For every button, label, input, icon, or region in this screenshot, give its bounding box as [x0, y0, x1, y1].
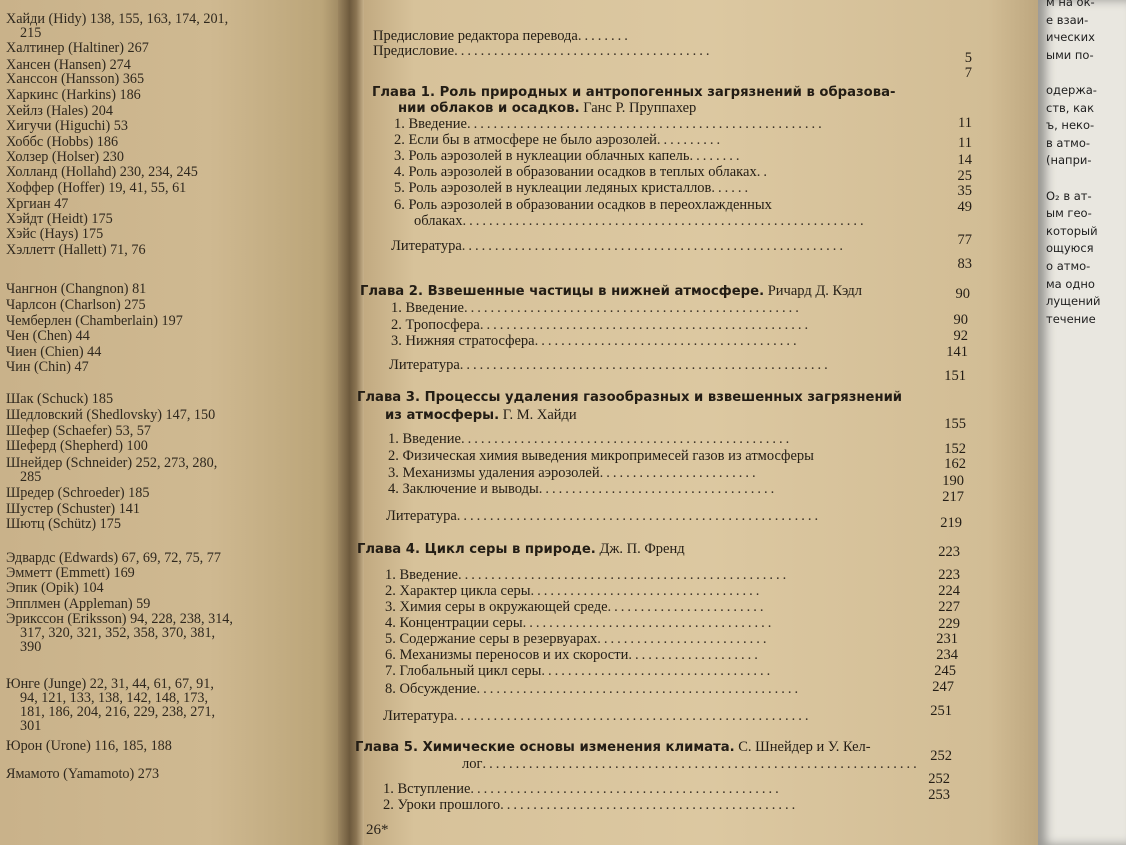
toc-page-number: 190 — [942, 473, 964, 489]
toc-leader-dots: .. — [756, 165, 770, 180]
index-entry: Чен (Chen) 44 — [6, 328, 90, 344]
index-entry: Харкинс (Harkins) 186 — [6, 87, 141, 103]
toc-page-number: 83 — [957, 256, 972, 272]
index-entry: Шнейдер (Schneider) 252, 273, 280, 285 — [6, 455, 218, 485]
index-entry: Шютц (Schütz) 175 — [6, 516, 121, 532]
toc-chapter-author: Ганс Р. Пруппахер — [579, 101, 697, 116]
toc-entry: Литература........................................................ — [389, 358, 831, 373]
index-entry: Чангнон (Changnon) 81 — [6, 281, 147, 297]
index-entry: Эдвардс (Edwards) 67, 69, 72, 75, 77 — [6, 550, 221, 566]
toc-leader-dots: ........ — [577, 29, 631, 44]
underlying-text-line: ических — [1046, 30, 1095, 45]
toc-page-number: 251 — [930, 703, 952, 719]
toc-page-number: 90 — [955, 286, 970, 302]
page-folio: 26* — [366, 822, 389, 838]
toc-leader-dots: ...................................................... — [466, 117, 825, 132]
toc-leader-dots: ............................................. — [500, 798, 799, 813]
toc-page-number: 152 — [944, 441, 966, 457]
toc-leader-dots: .................... — [628, 648, 761, 663]
index-entry: Хргиан 47 — [6, 196, 69, 212]
index-entry: Юрон (Urone) 116, 185, 188 — [6, 738, 172, 754]
index-entry: Шедловский (Shedlovsky) 147, 150 — [6, 407, 216, 423]
index-entry: Шефер (Schaefer) 53, 57 — [6, 423, 151, 439]
toc-entry: 1. Вступление............................................... — [383, 782, 782, 797]
toc-page-number: 219 — [940, 515, 962, 531]
toc-leader-dots: ................................................. — [476, 682, 802, 697]
toc-leader-dots: .......................... — [597, 632, 770, 647]
toc-entry: 5. Содержание серы в резервуарах.......................... — [385, 632, 770, 647]
underlying-text-line: лущений — [1046, 294, 1101, 309]
toc-page-number: 5 — [964, 50, 972, 66]
underlying-text-line: о атмо- — [1046, 258, 1091, 273]
index-entry: Чин (Chin) 47 — [6, 359, 89, 375]
toc-page-number: 223 — [938, 567, 960, 583]
toc-leader-dots: .................................................. — [457, 568, 790, 583]
toc-leader-dots: ........................................ — [534, 334, 800, 349]
toc-entry: 2. Характер цикла серы................................... — [385, 584, 763, 599]
index-entry: Шустер (Schuster) 141 — [6, 501, 140, 517]
index-entry: Шредер (Schroeder) 185 — [6, 485, 150, 501]
toc-chapter-title: Глава 3. Процессы удаления газообразных и взвешенных загрязнений — [357, 390, 903, 405]
toc-page-number: 35 — [957, 183, 972, 199]
underlying-text-line: ыми по- — [1046, 47, 1094, 62]
toc-entry: Литература...................................................... — [383, 709, 812, 724]
toc-entry: лог.................................................................. — [462, 757, 920, 772]
underlying-text-line: одержа- — [1046, 82, 1097, 97]
book-gutter — [338, 0, 364, 845]
underlying-text-line — [1046, 64, 1126, 82]
toc-chapter-author: Ричард Д. Кэдл — [764, 284, 863, 299]
toc-leader-dots: ........................................................ — [459, 358, 831, 373]
index-entry: Шеферд (Shepherd) 100 — [6, 438, 148, 454]
index-entry: Хэллетт (Hallett) 71, 76 — [6, 242, 146, 258]
index-entry: Юнге (Junge) 22, 31, 44, 61, 67, 91, 94, 121, 133, 138, 142, 148, 173, 181, 186, 204, 216, 229, 238, 271, 301 — [6, 676, 216, 734]
toc-page-number: 224 — [938, 583, 960, 599]
toc-entry: Литература....................................................... — [386, 509, 822, 524]
toc-entry: Литература.......................................................... — [391, 239, 847, 254]
toc-entry: 4. Заключение и выводы.................................... — [388, 482, 778, 497]
toc-chapter-title: Глава 4. Цикл серы в природе. Дж. П. Френд — [357, 542, 685, 557]
toc-entry: 5. Роль аэрозолей в нуклеации ледяных кристаллов...... — [394, 181, 752, 196]
index-entry: Хэйдт (Heidt) 175 — [6, 211, 113, 227]
toc-entry: 4. Концентрации серы...................................... — [385, 616, 775, 631]
toc-entry: облаках............................................................. — [414, 214, 867, 229]
toc-entry: 3. Механизмы удаления аэрозолей........................ — [388, 466, 759, 481]
toc-page-number: 227 — [938, 599, 960, 615]
toc-entry: 1. Введение...................................................... — [394, 117, 825, 132]
underlying-text-line: который — [1046, 223, 1098, 238]
index-entry: Шак (Schuck) 185 — [6, 391, 114, 407]
toc-leader-dots: ....................................................... — [456, 509, 822, 524]
toc-leader-dots: ................................... — [541, 664, 774, 679]
index-entry: Хигучи (Higuchi) 53 — [6, 118, 128, 134]
toc-entry: 6. Механизмы переносов и их скорости.................... — [385, 648, 761, 663]
underlying-text-line — [1046, 170, 1126, 188]
toc-leader-dots: ........................ — [599, 466, 759, 481]
toc-leader-dots: ...... — [711, 181, 752, 196]
toc-page-number: 155 — [944, 416, 966, 432]
toc-page-number: 92 — [953, 328, 968, 344]
toc-page-number: 14 — [957, 152, 972, 168]
toc-leader-dots: .......................................................... — [461, 239, 847, 254]
toc-entry: 3. Химия серы в окружающей среде........................ — [385, 600, 767, 615]
toc-page-number: 11 — [958, 135, 972, 151]
toc-leader-dots: .................................... — [538, 482, 778, 497]
index-entry: Хейлз (Hales) 204 — [6, 103, 113, 119]
underlying-text-line: ым гео- — [1046, 206, 1092, 221]
index-entry: Эмметт (Emmett) 169 — [6, 565, 135, 581]
index-entry: Ямамото (Yamamoto) 273 — [6, 766, 160, 782]
index-entry: Эпик (Opik) 104 — [6, 580, 104, 596]
index-entry: Хоффер (Hoffer) 19, 41, 55, 61 — [6, 180, 187, 196]
toc-chapter-author: С. Шнейдер и У. Кел- — [734, 740, 871, 755]
underlying-text-line: в атмо- — [1046, 135, 1091, 150]
toc-leader-dots: ................................................... — [463, 301, 802, 316]
index-entry: Хайди (Hidy) 138, 155, 163, 174, 201, 215 — [6, 11, 229, 41]
toc-chapter-title: из атмосферы. Г. М. Хайди — [385, 408, 577, 423]
toc-chapter-title: Глава 5. Химические основы изменения климата. С. Шнейдер и У. Кел- — [355, 740, 871, 755]
toc-page-number: 234 — [936, 647, 958, 663]
toc-chapter-author: Дж. П. Френд — [595, 542, 685, 557]
toc-page-number: 217 — [942, 489, 964, 505]
toc-page-number: 11 — [958, 115, 972, 131]
underlying-text-line: течение — [1046, 311, 1096, 326]
index-entry: Хоббс (Hobbs) 186 — [6, 134, 119, 150]
index-entry: Холзер (Holser) 230 — [6, 149, 124, 165]
underlying-text-line: ств, как — [1046, 100, 1095, 115]
toc-entry: 2. Тропосфера.................................................. — [391, 318, 812, 333]
toc-page-number: 141 — [946, 344, 968, 360]
toc-page-number: 162 — [944, 456, 966, 472]
toc-entry: 1. Введение................................................... — [391, 301, 802, 316]
toc-chapter-title: нии облаков и осадков. Ганс Р. Пруппахер — [398, 101, 697, 116]
underlying-text-line: (напри- — [1046, 153, 1092, 168]
toc-leader-dots: .................................................. — [460, 432, 793, 447]
underlying-page-text — [1046, 0, 1126, 328]
toc-chapter-title: Глава 2. Взвешенные частицы в нижней атмосфере. Ричард Д. Кэдл — [360, 284, 863, 299]
toc-entry: 8. Обсуждение................................................. — [385, 682, 802, 697]
toc-leader-dots: ........ — [689, 149, 743, 164]
toc-entry: 1. Введение.................................................. — [385, 568, 790, 583]
index-entry: Чемберлен (Chamberlain) 197 — [6, 313, 183, 329]
underlying-text-line: ма одно — [1046, 276, 1095, 291]
toc-entry: 7. Глобальный цикл серы................................... — [385, 664, 774, 679]
index-entry: Эрикссон (Eriksson) 94, 228, 238, 314, 317, 320, 321, 352, 358, 370, 381, 390 — [6, 611, 233, 655]
toc-page-number: 151 — [944, 368, 966, 384]
index-entry: Хансен (Hansen) 274 — [6, 57, 131, 73]
toc-leader-dots: ....................................... — [454, 44, 713, 59]
index-entry: Холланд (Hollahd) 230, 234, 245 — [6, 164, 198, 180]
toc-page-number: 223 — [938, 544, 960, 560]
toc-page-number: 25 — [957, 168, 972, 184]
toc-entry: 6. Роль аэрозолей в образовании осадков в переохлажденных — [394, 198, 772, 213]
toc-entry: Предисловие....................................... — [373, 44, 713, 59]
toc-leader-dots: ............................................... — [470, 782, 782, 797]
toc-leader-dots: ............................................................. — [462, 214, 867, 229]
toc-page-number: 247 — [932, 679, 954, 695]
index-entry: Ханссон (Hansson) 365 — [6, 71, 145, 87]
toc-chapter-title: Глава 1. Роль природных и антропогенных загрязнений в образова- — [372, 85, 896, 100]
toc-entry: 2. Физическая химия выведения микропримесей газов из атмосферы — [388, 449, 814, 464]
toc-leader-dots: ........................ — [607, 600, 767, 615]
toc-page-number: 252 — [930, 748, 952, 764]
toc-leader-dots: ................................... — [530, 584, 763, 599]
underlying-text-line: ощуюся — [1046, 241, 1094, 256]
index-entry: Хэйс (Hays) 175 — [6, 226, 104, 242]
toc-entry: 2. Уроки прошлого............................................. — [383, 798, 799, 813]
toc-leader-dots: ...................................... — [522, 616, 775, 631]
toc-page-number: 253 — [928, 787, 950, 803]
toc-entry: Предисловие редактора перевода........ — [373, 29, 631, 44]
toc-page-number: 7 — [964, 65, 972, 81]
toc-entry: 4. Роль аэрозолей в образовании осадков в теплых облаках.. — [394, 165, 770, 180]
toc-leader-dots: ...................................................... — [453, 709, 812, 724]
underlying-text-line: О₂ в ат- — [1046, 188, 1092, 203]
toc-leader-dots: .................................................................. — [482, 757, 920, 772]
toc-chapter-author: Г. М. Хайди — [499, 408, 577, 423]
underlying-text-line: е взаи- — [1046, 12, 1089, 27]
underlying-text-line: ъ, неко- — [1046, 118, 1095, 133]
toc-entry: 3. Роль аэрозолей в нуклеации облачных капель........ — [394, 149, 743, 164]
index-entry: Халтинер (Haltiner) 267 — [6, 40, 149, 56]
toc-page-number: 229 — [938, 616, 960, 632]
index-entry: Эпплмен (Appleman) 59 — [6, 596, 151, 612]
toc-leader-dots: .................................................. — [479, 318, 812, 333]
toc-page-number: 49 — [957, 199, 972, 215]
toc-page-number: 231 — [936, 631, 958, 647]
toc-leader-dots: .......... — [656, 133, 724, 148]
toc-entry: 2. Если бы в атмосфере не было аэрозолей.......... — [394, 133, 724, 148]
index-entry: Чиен (Chien) 44 — [6, 344, 102, 360]
toc-page-number: 77 — [957, 232, 972, 248]
toc-page-number: 245 — [934, 663, 956, 679]
underlying-text-line: м на ок- — [1046, 0, 1095, 9]
toc-page-number: 252 — [928, 771, 950, 787]
toc-entry: 3. Нижняя стратосфера........................................ — [391, 334, 800, 349]
toc-entry: 1. Введение.................................................. — [388, 432, 793, 447]
index-entry: Чарлсон (Charlson) 275 — [6, 297, 146, 313]
toc-page-number: 90 — [953, 312, 968, 328]
